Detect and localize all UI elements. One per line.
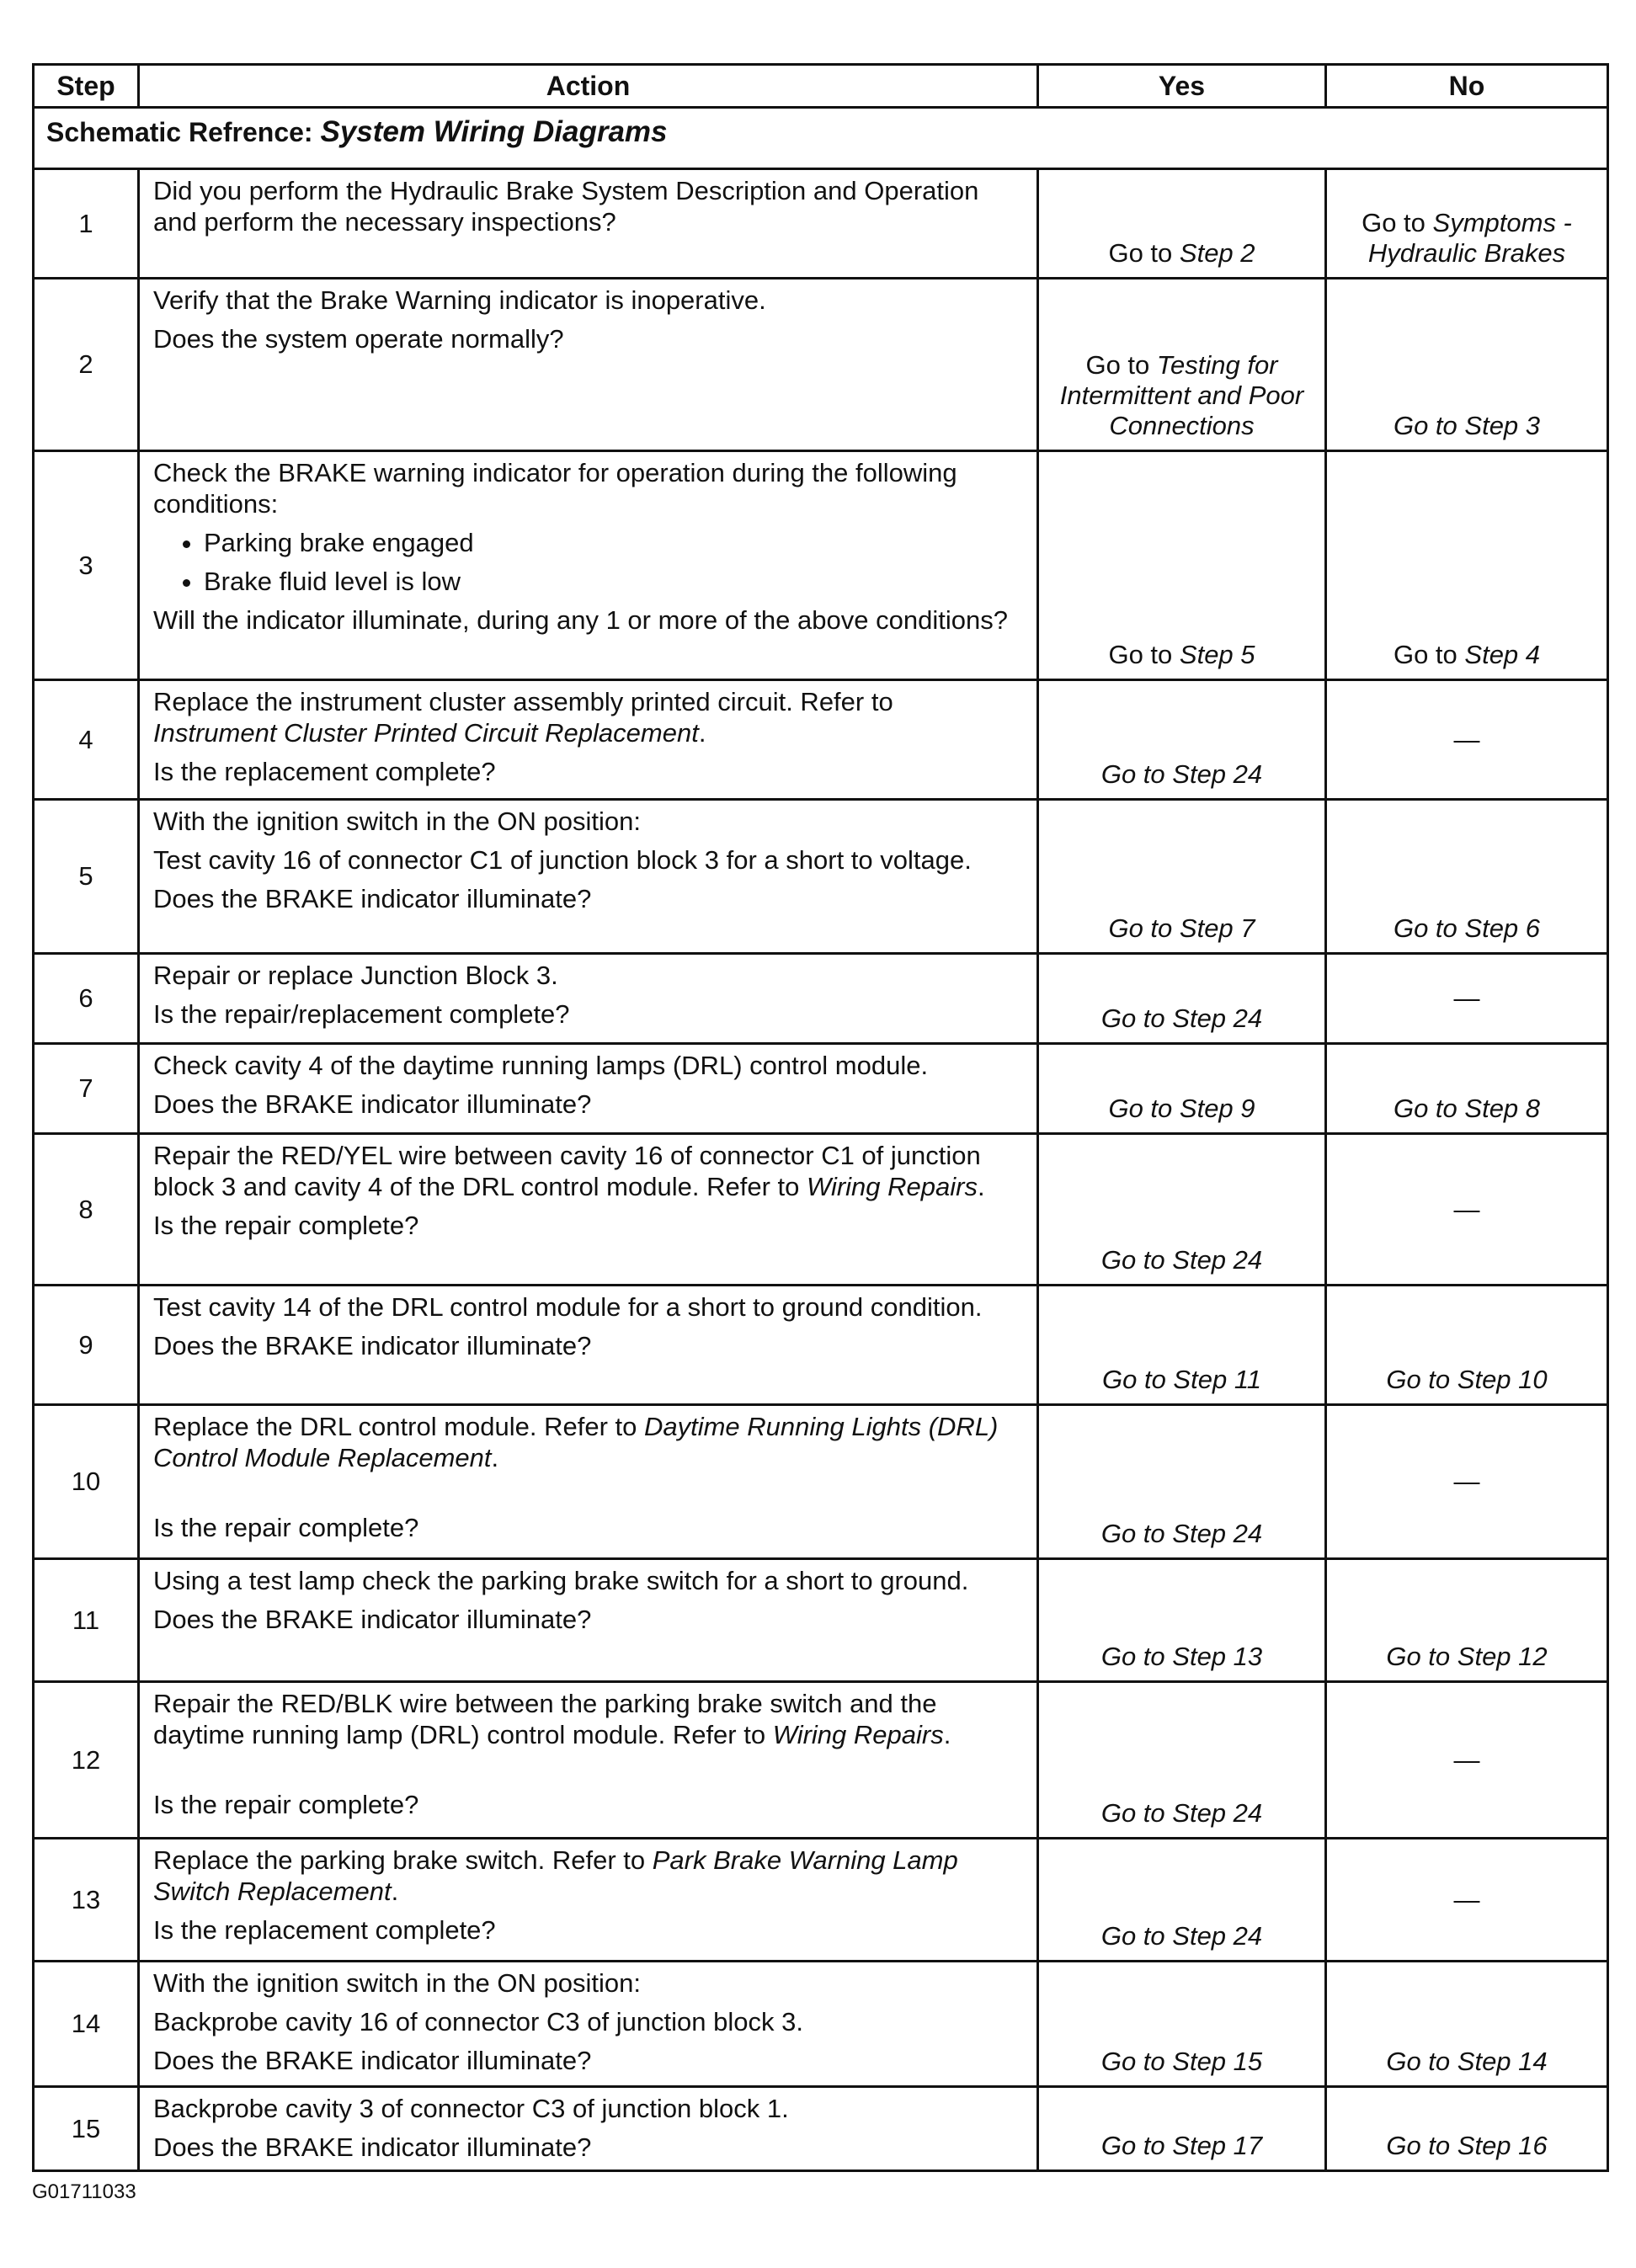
- step-row: [34, 1405, 1608, 1559]
- text-run: Replace the DRL control module. Refer to: [153, 1412, 644, 1441]
- step-action: [139, 1286, 1038, 1405]
- action-paragraph: Is the replacement complete?: [153, 757, 496, 786]
- action-paragraph: Is the repair complete?: [153, 1211, 419, 1240]
- action-paragraph: Does the BRAKE indicator illuminate?: [153, 1331, 592, 1360]
- reference-link[interactable]: Go to Step 13: [1100, 1642, 1263, 1671]
- action-paragraph: Check the BRAKE warning indicator for operation during the following conditions:: [153, 458, 957, 519]
- reference-link[interactable]: Go to Step 14: [1386, 2047, 1548, 2076]
- reference-link[interactable]: Testing for Intermittent and Poor Connections: [1059, 350, 1304, 440]
- header-step: Step: [34, 65, 139, 108]
- step-row: [34, 1682, 1608, 1839]
- step-action: [139, 451, 1038, 680]
- text-run: Replace the parking brake switch. Refer to: [153, 1845, 653, 1875]
- text-run: Go to: [1085, 350, 1157, 380]
- yes-result[interactable]: [1038, 451, 1326, 680]
- no-result: —: [1326, 954, 1608, 1044]
- action-paragraph: Does the BRAKE indicator illuminate?: [153, 1089, 592, 1119]
- text-run: .: [698, 718, 706, 748]
- no-result[interactable]: [1326, 1559, 1608, 1682]
- step-number: 4: [34, 680, 139, 800]
- step-row: [34, 800, 1608, 954]
- reference-link[interactable]: Go to Step 16: [1386, 2131, 1548, 2160]
- reference-link[interactable]: Go to Step 24: [1100, 759, 1263, 789]
- reference-link[interactable]: Step 5: [1179, 640, 1255, 669]
- text-run: Repair the RED/YEL wire between cavity 16 of connector C1 of junction block 3 and cavity 4 of the DRL control module. Refer to: [153, 1141, 981, 1201]
- action-paragraph: Repair or replace Junction Block 3.: [153, 961, 558, 990]
- yes-result[interactable]: [1038, 680, 1326, 800]
- yes-result[interactable]: [1038, 279, 1326, 451]
- text-run: Go to: [1108, 640, 1180, 669]
- no-result[interactable]: [1326, 1962, 1608, 2087]
- text-run: Replace the instrument cluster assembly printed circuit. Refer to: [153, 687, 893, 716]
- schematic-reference-label: Schematic Refrence:: [46, 117, 313, 147]
- figure-id: G01711033: [32, 2180, 136, 2203]
- no-result: —: [1326, 1405, 1608, 1559]
- no-result[interactable]: [1326, 169, 1608, 279]
- action-paragraph: [153, 1845, 1023, 1907]
- step-number: 3: [34, 451, 139, 680]
- action-paragraph: Backprobe cavity 16 of connector C3 of junction block 3.: [153, 2007, 803, 2036]
- reference-link[interactable]: Go to Step 24: [1100, 1798, 1263, 1828]
- yes-result[interactable]: [1038, 1134, 1326, 1286]
- diagnostic-table: [32, 63, 1609, 2172]
- schematic-reference: [34, 108, 1608, 169]
- step-number: 13: [34, 1839, 139, 1962]
- step-number: 2: [34, 279, 139, 451]
- reference-link[interactable]: Go to Step 17: [1100, 2131, 1263, 2160]
- reference-link[interactable]: Go to Step 24: [1100, 1519, 1263, 1548]
- yes-result[interactable]: [1038, 1962, 1326, 2087]
- action-paragraph: Is the repair complete?: [153, 1513, 419, 1542]
- action-paragraph: [153, 1688, 1023, 1750]
- yes-result[interactable]: [1038, 800, 1326, 954]
- step-row: [34, 1962, 1608, 2087]
- reference-link[interactable]: Go to Step 11: [1102, 1365, 1261, 1394]
- step-action: [139, 1682, 1038, 1839]
- condition-item: • Brake fluid level is low: [204, 566, 1023, 597]
- reference-link[interactable]: Step 4: [1464, 640, 1541, 669]
- reference-link[interactable]: Go to Step 10: [1386, 1365, 1548, 1394]
- header-no: No: [1326, 65, 1608, 108]
- no-result: —: [1326, 1839, 1608, 1962]
- step-action: [139, 1962, 1038, 2087]
- step-number: 6: [34, 954, 139, 1044]
- reference-link[interactable]: Wiring Repairs: [806, 1172, 978, 1201]
- text-run: Repair the RED/BLK wire between the parking brake switch and the daytime running lamp (DRL) control module. Refer to: [153, 1689, 937, 1749]
- yes-result[interactable]: [1038, 954, 1326, 1044]
- step-row: [34, 451, 1608, 680]
- reference-link[interactable]: Go to Step 9: [1108, 1094, 1255, 1123]
- condition-list: [153, 527, 1023, 597]
- schematic-reference-link[interactable]: System Wiring Diagrams: [320, 115, 668, 148]
- action-paragraph: Does the BRAKE indicator illuminate?: [153, 2132, 592, 2162]
- action-paragraph: Using a test lamp check the parking brake switch for a short to ground.: [153, 1566, 969, 1595]
- header-yes: Yes: [1038, 65, 1326, 108]
- text-run: .: [943, 1720, 951, 1749]
- step-row: [34, 169, 1608, 279]
- action-paragraph: Is the repair/replacement complete?: [153, 999, 570, 1029]
- step-number: 11: [34, 1559, 139, 1682]
- reference-link[interactable]: Go to Step 6: [1393, 913, 1541, 943]
- action-paragraph: Test cavity 16 of connector C1 of junction block 3 for a short to voltage.: [153, 845, 972, 875]
- reference-link[interactable]: Park Brake Warning Lamp Switch Replacement: [153, 1845, 958, 1906]
- yes-result[interactable]: [1038, 1286, 1326, 1405]
- action-paragraph: With the ignition switch in the ON position:: [153, 1968, 641, 1998]
- action-paragraph: [153, 686, 1023, 748]
- step-row: [34, 1044, 1608, 1134]
- step-action: [139, 1839, 1038, 1962]
- yes-result[interactable]: [1038, 1405, 1326, 1559]
- reference-link[interactable]: Go to Step 15: [1100, 2047, 1263, 2076]
- text-run: .: [391, 1877, 399, 1906]
- action-paragraph: With the ignition switch in the ON position:: [153, 807, 641, 836]
- no-result: —: [1326, 1134, 1608, 1286]
- step-number: 15: [34, 2087, 139, 2171]
- no-result: —: [1326, 1682, 1608, 1839]
- header-row: [34, 65, 1608, 108]
- yes-result[interactable]: [1038, 169, 1326, 279]
- step-action: [139, 279, 1038, 451]
- action-paragraph: Is the repair complete?: [153, 1790, 419, 1819]
- reference-link[interactable]: Daytime Running Lights (DRL) Control Module Replacement: [153, 1412, 999, 1472]
- action-paragraph: Test cavity 14 of the DRL control module for a short to ground condition.: [153, 1292, 983, 1322]
- yes-result[interactable]: [1038, 1839, 1326, 1962]
- no-result[interactable]: [1326, 800, 1608, 954]
- step-row: [34, 1559, 1608, 1682]
- step-action: [139, 1559, 1038, 1682]
- step-action: [139, 800, 1038, 954]
- action-paragraph: Does the BRAKE indicator illuminate?: [153, 2046, 592, 2075]
- no-result[interactable]: [1326, 1286, 1608, 1405]
- step-row: [34, 1134, 1608, 1286]
- reference-link[interactable]: Go to Step 12: [1386, 1642, 1548, 1671]
- reference-link[interactable]: Go to Step 24: [1100, 1921, 1263, 1951]
- reference-link[interactable]: Go to Step 7: [1108, 913, 1255, 943]
- no-result[interactable]: [1326, 2087, 1608, 2171]
- step-row: [34, 279, 1608, 451]
- step-row: [34, 680, 1608, 800]
- action-paragraph: Did you perform the Hydraulic Brake System Description and Operation and perform the necessary inspections?: [153, 176, 979, 237]
- reference-link[interactable]: Step 2: [1179, 238, 1255, 268]
- schematic-reference-row: [34, 108, 1608, 169]
- no-result: —: [1326, 680, 1608, 800]
- step-action: [139, 1134, 1038, 1286]
- step-row: [34, 1286, 1608, 1405]
- action-paragraph: Does the BRAKE indicator illuminate?: [153, 884, 592, 913]
- step-number: 1: [34, 169, 139, 279]
- yes-result[interactable]: [1038, 1559, 1326, 1682]
- step-number: 10: [34, 1405, 139, 1559]
- text-run: Go to: [1393, 640, 1465, 669]
- text-run: .: [491, 1443, 499, 1472]
- no-result[interactable]: [1326, 451, 1608, 680]
- text-run: Go to: [1108, 238, 1180, 268]
- step-number: 8: [34, 1134, 139, 1286]
- action-paragraph: Does the system operate normally?: [153, 324, 564, 354]
- reference-link[interactable]: Go to Step 24: [1100, 1245, 1263, 1275]
- text-run: .: [977, 1172, 985, 1201]
- text-run: Go to: [1362, 208, 1433, 237]
- reference-link[interactable]: Go to Step 3: [1393, 411, 1541, 440]
- step-row: [34, 954, 1608, 1044]
- yes-result[interactable]: [1038, 1044, 1326, 1134]
- header-action: Action: [139, 65, 1038, 108]
- step-action: [139, 954, 1038, 1044]
- step-number: 5: [34, 800, 139, 954]
- step-row: [34, 2087, 1608, 2171]
- step-number: 14: [34, 1962, 139, 2087]
- step-action: [139, 169, 1038, 279]
- no-result[interactable]: [1326, 1044, 1608, 1134]
- action-paragraph: Verify that the Brake Warning indicator is inoperative.: [153, 285, 766, 315]
- step-action: [139, 680, 1038, 800]
- reference-link[interactable]: Go to Step 8: [1393, 1094, 1541, 1123]
- action-paragraph: [153, 1411, 1023, 1473]
- action-paragraph: Does the BRAKE indicator illuminate?: [153, 1605, 592, 1634]
- step-number: 9: [34, 1286, 139, 1405]
- yes-result[interactable]: [1038, 1682, 1326, 1839]
- reference-link[interactable]: Instrument Cluster Printed Circuit Replacement: [153, 718, 699, 748]
- action-paragraph: Will the indicator illuminate, during any 1 or more of the above conditions?: [153, 605, 1008, 635]
- reference-link[interactable]: Symptoms - Hydraulic Brakes: [1367, 208, 1572, 268]
- action-paragraph: Backprobe cavity 3 of connector C3 of junction block 1.: [153, 2094, 789, 2123]
- step-action: [139, 1405, 1038, 1559]
- step-number: 12: [34, 1682, 139, 1839]
- step-action: [139, 2087, 1038, 2171]
- step-action: [139, 1044, 1038, 1134]
- condition-item: • Parking brake engaged: [204, 527, 1023, 558]
- step-row: [34, 1839, 1608, 1962]
- action-paragraph: Is the replacement complete?: [153, 1915, 496, 1945]
- action-paragraph: [153, 1140, 1023, 1202]
- yes-result[interactable]: [1038, 2087, 1326, 2171]
- action-paragraph: Check cavity 4 of the daytime running lamps (DRL) control module.: [153, 1051, 929, 1080]
- no-result[interactable]: [1326, 279, 1608, 451]
- step-number: 7: [34, 1044, 139, 1134]
- reference-link[interactable]: Wiring Repairs: [772, 1720, 944, 1749]
- reference-link[interactable]: Go to Step 24: [1100, 1004, 1263, 1033]
